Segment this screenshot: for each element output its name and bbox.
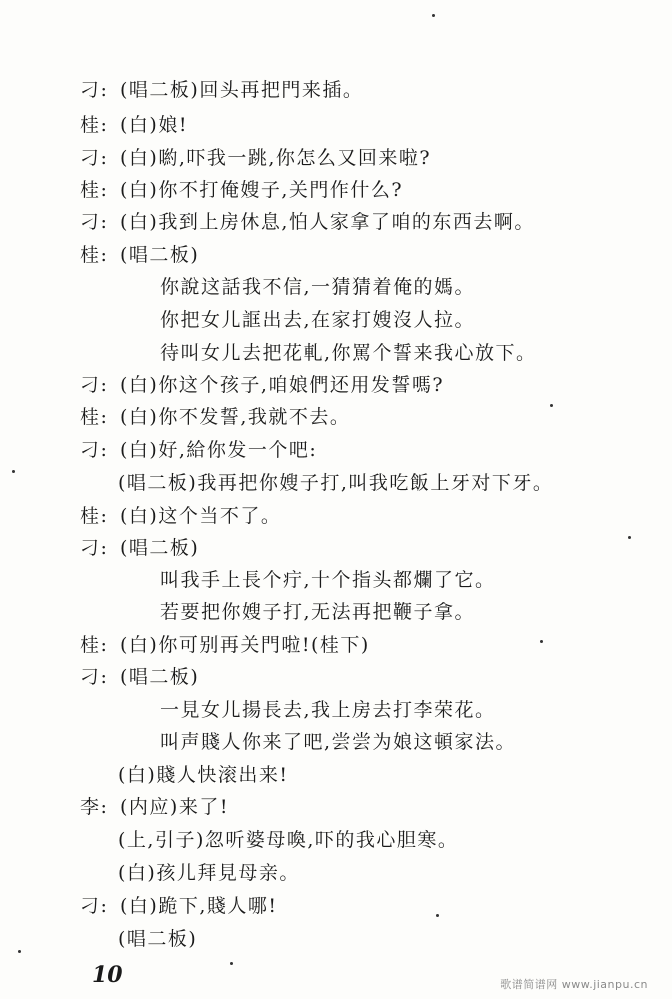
line-text: (白)你不打俺嫂子,关門作什么?: [120, 179, 404, 201]
line-text: (白)跪下,賤人哪!: [120, 895, 278, 917]
line-text: 待叫女儿去把花軋,你罵个誓来我心放下。: [160, 342, 537, 364]
line-text: (白)喲,吓我一跳,你怎么又回来啦?: [120, 147, 432, 169]
speaker: 刁:: [80, 147, 109, 169]
speaker: 桂:: [80, 634, 109, 656]
line-text: 叫我手上長个疔,十个指头都爛了它。: [160, 569, 496, 591]
line-text: (唱二板): [120, 244, 200, 266]
scan-speck: [550, 404, 553, 407]
page-number: 10: [92, 962, 123, 988]
speaker: 桂:: [80, 244, 109, 266]
line-text: (白)賤人快滚出来!: [118, 764, 289, 786]
line-text: (白)你这个孩子,咱娘們还用发誓嗎?: [120, 374, 445, 396]
line-text: (白)你不发誓,我就不去。: [120, 406, 351, 428]
speaker: 刁:: [80, 79, 109, 101]
line-text: (白)好,給你发一个吧:: [120, 439, 318, 461]
line-text: 你把女儿誆出去,在家打嫂沒人拉。: [160, 309, 476, 331]
line-text: (白)孩儿拜見母亲。: [118, 862, 300, 884]
speaker: 刁:: [80, 439, 109, 461]
line-text: (唱二板): [120, 537, 200, 559]
scan-speck: [540, 640, 543, 643]
scan-speck: [628, 536, 631, 539]
line-text: (内应)来了!: [120, 796, 229, 818]
speaker: 桂:: [80, 505, 109, 527]
line-text: (白)我到上房休息,怕人家拿了咱的东西去啊。: [120, 211, 535, 233]
line-text: (白)你可别再关門啦!(桂下): [120, 634, 370, 656]
watermark: 歌谱简谱网 www.jianpu.cn: [500, 978, 648, 991]
line-text: 叫声賤人你来了吧,尝尝为娘这頓家法。: [160, 731, 517, 753]
line-text: (白)这个当不了。: [120, 505, 282, 527]
line-text: 若要把你嫂子打,无法再把鞭子拿。: [160, 601, 476, 623]
scan-speck: [12, 470, 15, 473]
speaker: 刁:: [80, 211, 109, 233]
scan-speck: [432, 14, 435, 17]
speaker: 刁:: [80, 374, 109, 396]
speaker: 桂:: [80, 406, 109, 428]
line-text: 一見女儿揚長去,我上房去打李荣花。: [160, 699, 496, 721]
scan-speck: [230, 962, 233, 965]
line-text: (上,引子)忽听婆母喚,吓的我心胆寒。: [118, 829, 459, 851]
line-text: (唱二板)回头再把門来插。: [120, 79, 364, 101]
speaker: 刁:: [80, 537, 109, 559]
scan-speck: [18, 950, 21, 953]
line-text: (唱二板)我再把你嫂子打,叫我吃飯上牙对下牙。: [118, 472, 554, 494]
line-text: (唱二板): [118, 928, 198, 950]
line-text: 你說这話我不信,一猜猜着俺的媽。: [160, 276, 476, 298]
speaker: 刁:: [80, 666, 109, 688]
speaker: 桂:: [80, 179, 109, 201]
speaker: 刁:: [80, 895, 109, 917]
line-text: (白)娘!: [120, 114, 188, 136]
speaker: 桂:: [80, 114, 109, 136]
scan-speck: [436, 914, 439, 917]
line-text: (唱二板): [120, 666, 200, 688]
speaker: 李:: [80, 796, 109, 818]
